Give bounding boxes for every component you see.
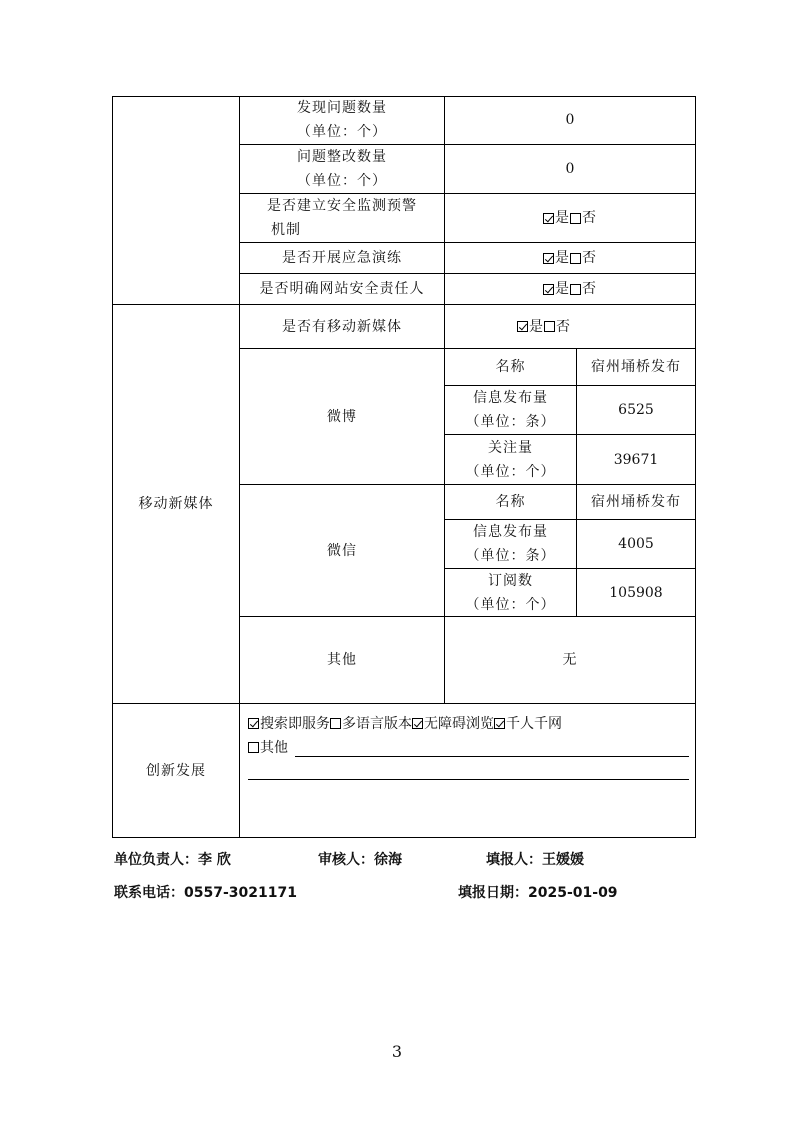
drill-no-checkbox[interactable] bbox=[570, 253, 581, 264]
innovation-options bbox=[248, 712, 562, 760]
weibo-posts-label bbox=[445, 386, 576, 434]
has-media-options bbox=[445, 305, 695, 348]
issues-fixed-label-line1: 问题整改数量 bbox=[297, 149, 387, 165]
other-media-value: 无 bbox=[562, 652, 578, 668]
other-fill-line-2 bbox=[248, 779, 689, 780]
weibo-followers-value: 39671 bbox=[613, 451, 659, 468]
wechat-name-value: 宿州埇桥发布 bbox=[591, 494, 681, 510]
new-media-section-label: 移动新媒体 bbox=[138, 496, 214, 512]
other-fill-line bbox=[295, 756, 689, 757]
search-service-label: 搜索即服务 bbox=[260, 716, 330, 732]
drill-label: 是否开展应急演练 bbox=[282, 250, 402, 266]
has-media-no-label: 否 bbox=[556, 318, 571, 335]
issues-found-label-line1: 发现问题数量 bbox=[297, 100, 387, 116]
table-border-bottom bbox=[112, 837, 696, 838]
issues-found-label bbox=[240, 96, 444, 144]
wechat-posts-label-line2: （单位：条） bbox=[465, 548, 556, 564]
issues-fixed-label-line2: （单位：个） bbox=[297, 173, 387, 189]
responsible-no-checkbox[interactable] bbox=[570, 284, 581, 295]
innovation-section-label: 创新发展 bbox=[146, 762, 206, 779]
weibo-label: 微博 bbox=[327, 408, 357, 425]
drill-no-label: 否 bbox=[582, 250, 597, 266]
search-service-checkbox[interactable] bbox=[248, 718, 259, 729]
other-media-label: 其他 bbox=[327, 652, 357, 668]
table-border-right bbox=[695, 96, 696, 838]
monitoring-yes-label: 是 bbox=[555, 210, 570, 226]
monitoring-options bbox=[445, 194, 695, 242]
issues-found-label-line2: （单位：个） bbox=[297, 124, 387, 140]
has-media-yes-checkbox[interactable] bbox=[517, 321, 528, 332]
weibo-posts-value: 6525 bbox=[618, 402, 654, 418]
wechat-subs-label bbox=[445, 569, 576, 616]
weibo-name-value: 宿州埇桥发布 bbox=[591, 359, 681, 375]
monitoring-no-checkbox[interactable] bbox=[570, 213, 581, 224]
personalized-label: 千人千网 bbox=[506, 716, 562, 732]
wechat-subs-value: 105908 bbox=[609, 584, 663, 601]
monitoring-label-line1: 是否建立安全监测预警 bbox=[267, 198, 417, 214]
issues-fixed-value: 0 bbox=[565, 161, 575, 177]
wechat-subs-label-line1: 订阅数 bbox=[488, 572, 533, 589]
monitoring-no-label: 否 bbox=[582, 210, 597, 226]
responsible-no-label: 否 bbox=[582, 281, 597, 297]
fill-date: 填报日期：2025-01-09 bbox=[458, 885, 618, 901]
personalized-checkbox[interactable] bbox=[494, 718, 505, 729]
monitoring-yes-checkbox[interactable] bbox=[543, 213, 554, 224]
reviewer: 审核人：徐海 bbox=[318, 852, 402, 868]
issues-fixed-label bbox=[240, 145, 444, 193]
monitoring-label bbox=[240, 194, 444, 242]
responsible-label: 是否明确网站安全责任人 bbox=[259, 281, 425, 297]
innovation-other-checkbox[interactable] bbox=[248, 742, 259, 753]
responsible-options bbox=[445, 274, 695, 304]
weibo-name-label: 名称 bbox=[495, 359, 526, 375]
innovation-options-line bbox=[248, 712, 562, 736]
has-media-label: 是否有移动新媒体 bbox=[282, 318, 402, 335]
weibo-followers-label-line2: （单位：个） bbox=[465, 463, 556, 480]
wechat-posts-label bbox=[445, 520, 576, 568]
responsible-yes-checkbox[interactable] bbox=[543, 284, 554, 295]
weibo-posts-label-line2: （单位：条） bbox=[465, 414, 556, 430]
wechat-subs-label-line2: （单位：个） bbox=[465, 596, 556, 613]
filler: 填报人：王媛媛 bbox=[486, 852, 584, 868]
accessibility-checkbox[interactable] bbox=[412, 718, 423, 729]
contact-phone: 联系电话：0557-3021171 bbox=[114, 885, 297, 901]
wechat-posts-value: 4005 bbox=[618, 536, 654, 552]
page-number: 3 bbox=[391, 1042, 403, 1061]
has-media-yes-label: 是 bbox=[529, 318, 544, 335]
multilingual-label: 多语言版本 bbox=[342, 716, 412, 732]
unit-head: 单位负责人：李 欣 bbox=[114, 852, 231, 868]
wechat-posts-label-line1: 信息发布量 bbox=[473, 524, 548, 540]
accessibility-label: 无障碍浏览 bbox=[424, 716, 494, 732]
responsible-yes-label: 是 bbox=[555, 281, 570, 297]
drill-options bbox=[445, 243, 695, 273]
drill-yes-label: 是 bbox=[555, 250, 570, 266]
wechat-name-label: 名称 bbox=[495, 494, 526, 510]
has-media-no-checkbox[interactable] bbox=[544, 321, 555, 332]
issues-found-value: 0 bbox=[565, 112, 575, 128]
multilingual-checkbox[interactable] bbox=[330, 718, 341, 729]
monitoring-label-line2: 机制 bbox=[271, 222, 301, 238]
innovation-other-label: 其他 bbox=[260, 740, 288, 756]
wechat-label: 微信 bbox=[327, 542, 357, 559]
weibo-followers-label-line1: 关注量 bbox=[488, 439, 533, 456]
weibo-posts-label-line1: 信息发布量 bbox=[473, 390, 548, 406]
drill-yes-checkbox[interactable] bbox=[543, 253, 554, 264]
weibo-followers-label bbox=[445, 435, 576, 484]
